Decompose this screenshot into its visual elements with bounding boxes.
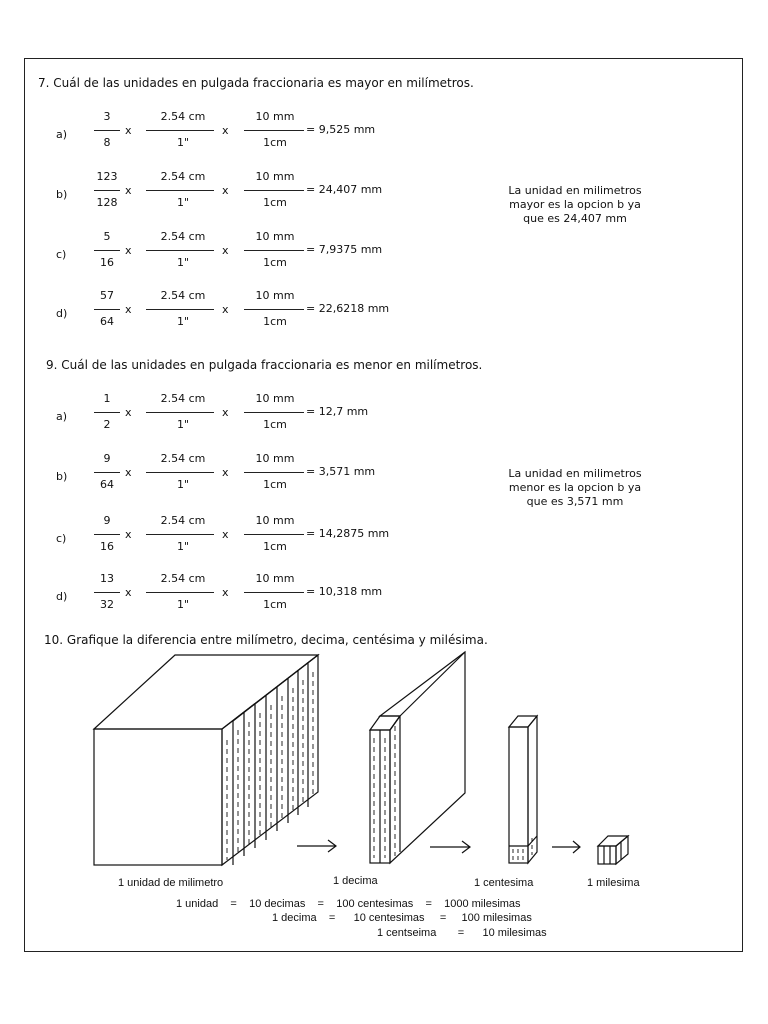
equivalence-line-2: 1 decima = 10 centesimas = 100 milesimas <box>272 912 532 924</box>
factor-cm-numerator: 2.54 cm <box>160 572 206 585</box>
decima-label: 1 decima <box>333 875 378 887</box>
conversion-result: = 7,9375 mm <box>306 243 383 256</box>
unit-cube-top <box>94 655 318 729</box>
fraction-numerator: 9 <box>103 452 111 465</box>
unit-cube-front <box>94 729 222 865</box>
fraction-numerator: 123 <box>96 170 118 183</box>
factor-cm-numerator: 2.54 cm <box>160 452 206 465</box>
factor-mm-numerator: 10 mm <box>255 452 295 465</box>
milesima-front <box>598 846 616 864</box>
fraction-denominator: 8 <box>103 136 111 149</box>
multiply-sign: x <box>222 406 229 419</box>
conversion-result: = 24,407 mm <box>306 183 383 196</box>
multiply-sign: x <box>222 124 229 137</box>
multiply-sign: x <box>125 466 132 479</box>
centesima-label: 1 centesima <box>474 877 534 889</box>
factor-mm-numerator: 10 mm <box>255 392 295 405</box>
option-label: c) <box>56 532 67 545</box>
conversion-result: = 10,318 mm <box>306 585 383 598</box>
factor-mm-numerator: 10 mm <box>255 230 295 243</box>
factor-inch-denominator: 1" <box>176 256 190 269</box>
question-9-answer-note: La unidad en milimetros menor es la opcion b ya que es 3,571 mm <box>508 467 642 508</box>
option-label: d) <box>56 307 68 320</box>
conversion-result: = 9,525 mm <box>306 123 376 136</box>
factor-inch-denominator: 1" <box>176 598 190 611</box>
option-label: b) <box>56 470 68 483</box>
question-7-title: 7. Cuál de las unidades en pulgada fraccionaria es mayor en milímetros. <box>38 76 474 90</box>
factor-cm-numerator: 2.54 cm <box>160 170 206 183</box>
conversion-result: = 22,6218 mm <box>306 302 390 315</box>
fraction-denominator: 16 <box>100 540 114 553</box>
factor-inch-denominator: 1" <box>176 418 190 431</box>
factor-mm-numerator: 10 mm <box>255 289 295 302</box>
factor-cm-denominator: 1cm <box>263 256 287 269</box>
factor-mm-numerator: 10 mm <box>255 170 295 183</box>
equivalence-line-1: 1 unidad = 10 decimas = 100 centesimas = 1000 milesimas <box>176 898 521 910</box>
factor-cm-denominator: 1cm <box>263 136 287 149</box>
multiply-sign: x <box>222 303 229 316</box>
fraction-numerator: 13 <box>100 572 114 585</box>
factor-mm-numerator: 10 mm <box>255 572 295 585</box>
factor-cm-numerator: 2.54 cm <box>160 289 206 302</box>
fraction-numerator: 5 <box>103 230 111 243</box>
factor-cm-denominator: 1cm <box>263 315 287 328</box>
factor-cm-denominator: 1cm <box>263 478 287 491</box>
multiply-sign: x <box>125 586 132 599</box>
question-7-answer-note: La unidad en milimetros mayor es la opcion b ya que es 24,407 mm <box>508 184 642 225</box>
multiply-sign: x <box>125 184 132 197</box>
option-label: c) <box>56 248 67 261</box>
factor-mm-numerator: 10 mm <box>255 110 295 123</box>
factor-cm-numerator: 2.54 cm <box>160 392 206 405</box>
multiply-sign: x <box>125 124 132 137</box>
fraction-denominator: 16 <box>100 256 114 269</box>
fraction-numerator: 57 <box>100 289 114 302</box>
conversion-result: = 14,2875 mm <box>306 527 390 540</box>
multiply-sign: x <box>125 244 132 257</box>
fraction-numerator: 9 <box>103 514 111 527</box>
fraction-denominator: 2 <box>103 418 111 431</box>
option-label: a) <box>56 128 68 141</box>
option-label: a) <box>56 410 68 423</box>
multiply-sign: x <box>125 303 132 316</box>
factor-mm-numerator: 10 mm <box>255 514 295 527</box>
factor-inch-denominator: 1" <box>176 315 190 328</box>
fraction-denominator: 64 <box>100 315 114 328</box>
fraction-denominator: 64 <box>100 478 114 491</box>
question-9-title: 9. Cuál de las unidades en pulgada fraccionaria es menor en milímetros. <box>46 358 483 372</box>
unit-label: 1 unidad de milimetro <box>118 877 224 889</box>
fraction-denominator: 128 <box>96 196 118 209</box>
factor-cm-numerator: 2.54 cm <box>160 230 206 243</box>
conversion-result: = 3,571 mm <box>306 465 376 478</box>
multiply-sign: x <box>222 586 229 599</box>
multiply-sign: x <box>222 466 229 479</box>
unit-cube-side <box>222 655 318 865</box>
fraction-numerator: 1 <box>103 392 111 405</box>
fraction-numerator: 3 <box>103 110 111 123</box>
option-label: b) <box>56 188 68 201</box>
multiply-sign: x <box>125 528 132 541</box>
factor-cm-denominator: 1cm <box>263 540 287 553</box>
factor-cm-denominator: 1cm <box>263 598 287 611</box>
fraction-denominator: 32 <box>100 598 114 611</box>
factor-inch-denominator: 1" <box>176 136 190 149</box>
factor-inch-denominator: 1" <box>176 196 190 209</box>
conversion-result: = 12,7 mm <box>306 405 369 418</box>
multiply-sign: x <box>125 406 132 419</box>
factor-cm-denominator: 1cm <box>263 196 287 209</box>
milesima-label: 1 milesima <box>587 877 640 889</box>
question-10-title: 10. Grafique la diferencia entre milímetro, decima, centésima y milésima. <box>44 633 488 647</box>
equivalence-line-3: 1 centseima = 10 milesimas <box>377 927 547 939</box>
factor-cm-numerator: 2.54 cm <box>160 514 206 527</box>
factor-cm-numerator: 2.54 cm <box>160 110 206 123</box>
centesima-front <box>509 727 528 863</box>
multiply-sign: x <box>222 244 229 257</box>
multiply-sign: x <box>222 528 229 541</box>
option-label: d) <box>56 590 68 603</box>
factor-cm-denominator: 1cm <box>263 418 287 431</box>
multiply-sign: x <box>222 184 229 197</box>
factor-inch-denominator: 1" <box>176 540 190 553</box>
factor-inch-denominator: 1" <box>176 478 190 491</box>
